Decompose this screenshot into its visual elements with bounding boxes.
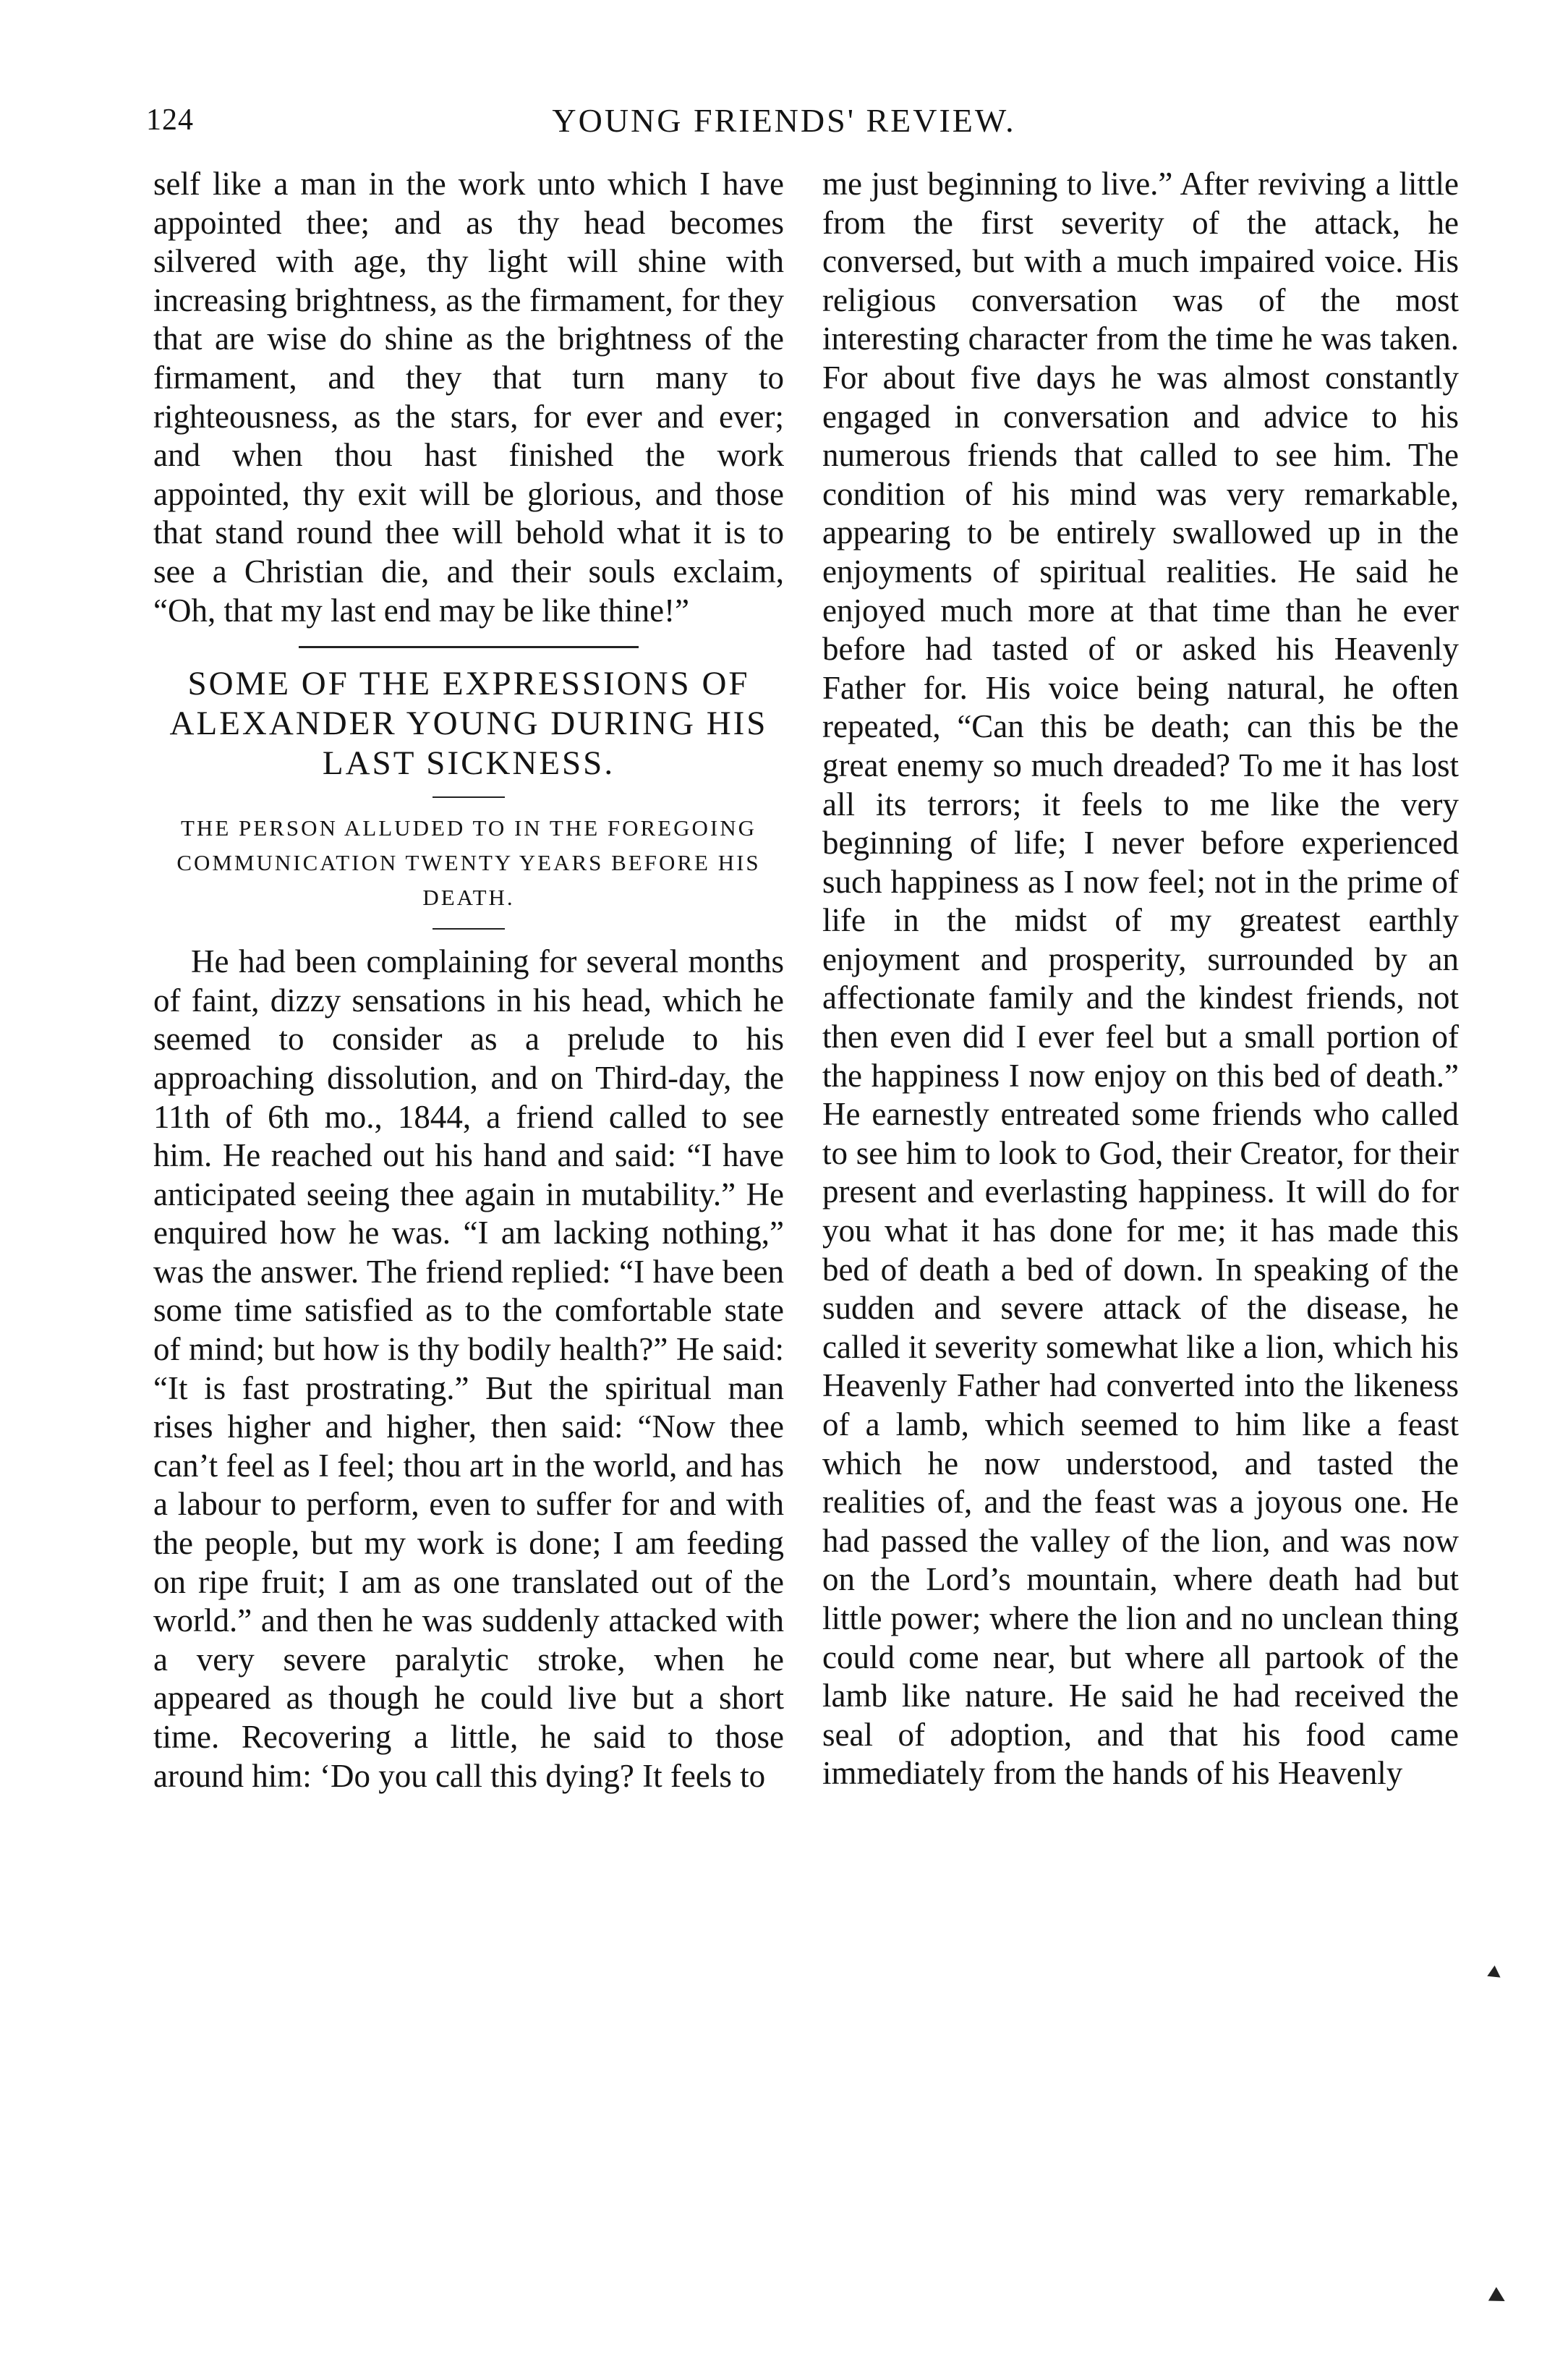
article-body-paragraph: He had been complaining for several months of faint, dizzy sensations in his head, which he seemed to consider as a prelude to his approaching dissolution, and on Third-day, the 11th of 6th mo., 1844, a friend called to see him. He reached out his hand and said: “I have anticipated seeing thee again in mutability.” He enquired how he was. “I am lacking nothing,” was the answer. The friend replied: “I have been some time satisfied as to the comfortable state of mind; but how is thy bodily health?” He said: “It is fast prostrating.” But the spiritual man rises higher and higher, then said: “Now thee can’t feel as I feel; thou art in the world, and has a labour to perform, even to suffer for and with the people, but my work is done; I am feeding on ripe fruit; I am as one translated out of the world.” and then he was suddenly attacked with a very severe paralytic stroke, when he appeared as though he could live but a short time. Recovering a little, he said to those around him: ‘Do you call this dying? It feels to <box>153 943 784 1794</box>
article-title: SOME OF THE EXPRESSIONS OF ALEXANDER YOUNG DURING HIS LAST SICKNESS. <box>169 665 768 783</box>
article-subtitle: THE PERSON ALLUDED TO IN THE FOREGOING COMMUNICATION TWENTY YEARS BEFORE HIS DEATH. <box>176 815 761 911</box>
subtitle-divider <box>433 928 505 930</box>
left-column <box>153 165 784 1795</box>
page-number: 124 <box>146 103 194 137</box>
margin-mark-icon <box>1487 1965 1504 1983</box>
article-body-continued: me just beginning to live.” After reviving a little from the first severity of the attack, he conversed, but with a much impaired voice. His religious conversation was of the most interesting character from the time he was taken. For about five days he was almost constantly engaged in conversation and advice to his numerous friends that called to see him. The condition of his mind was very remarkable, appearing to be entirely swallowed up in the enjoyments of spiritual realities. He said he enjoyed much more at that time than he ever before had tasted of or asked his Heavenly Father for. His voice being natural, he often repeated, “Can this be death; can this be the great enemy so much dreaded? To me it has lost all its terrors; it feels to me like the very beginning of life; I never before experienced such happiness as I now feel; not in the prime of life in the midst of my greatest earthly enjoyment and prosperity, surrounded by an affectionate family and the kindest friends, not then even did I ever feel but a small portion of the happiness I now enjoy on this bed of death.” He earnestly entreated some friends who called to see him to look to God, their Creator, for their present and everlasting happiness. It will do for you what it has done for me; it has made this bed of death a bed of down. In speaking of the sudden and severe attack of the disease, he called it severity somewhat like a lion, which his Heavenly Father had converted into the likeness of a lamb, which seemed to him like a feast which he now understood, and tasted the realities of, and the feast was a joyous one. He had passed the valley of the lion, and was now on the Lord’s mountain, where death had but little power; where the lion and no unclean thing could come near, but where all partook of the lamb like nature. He said he had received the seal of adoption, and that his food came immediately from the hands of his Heavenly <box>822 166 1459 1792</box>
right-column <box>822 165 1459 1793</box>
section-divider <box>299 646 639 648</box>
running-title: YOUNG FRIENDS' REVIEW. <box>552 102 1016 139</box>
continued-paragraph: self like a man in the work unto which I have appointed thee; and as thy head becomes silvered with age, thy light will shine with increasing brightness, as the firmament, for they that are wise do shine as the brightness of the firmament, and they that turn many to righteousness, as the stars, for ever and ever; and when thou hast finished the work appointed, thy exit will be glorious, and those that stand round thee will behold what it is to see a Christian die, and their souls exclaim, “Oh, that my last end may be like thine!” <box>153 166 784 629</box>
margin-mark-icon <box>1488 2287 1509 2308</box>
title-divider <box>433 796 505 798</box>
